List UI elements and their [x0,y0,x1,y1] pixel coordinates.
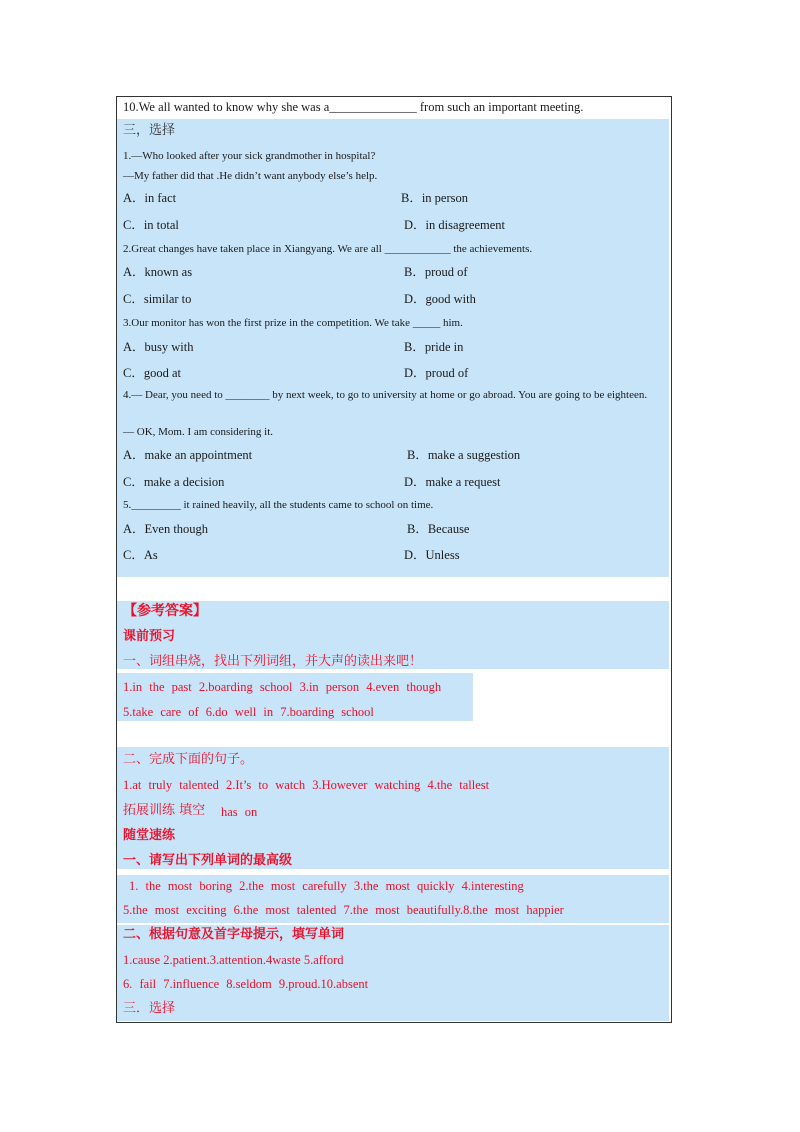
q2-option-b: B．proud of [404,265,468,279]
q3-line-1: 3.Our monitor has won the first prize in the competition. We take _____ him. [123,317,463,329]
q4-option-b: B．make a suggestion [407,448,521,462]
answer-title: 【参考答案】 [123,603,207,619]
q1-option-a: A．in fact [123,191,177,205]
worksheet-frame [116,96,672,1023]
answer-preview-heading: 课前预习 [123,629,176,644]
q5-option-a: A．Even though [123,522,209,536]
q2-line-1: 2.Great changes have taken place in Xiangyang. We are all ____________ the achievements. [123,243,533,255]
answer-s2-line-2: 6. fail 7.influence 8.seldom 9.proud.10.absent [123,977,369,991]
choice-section [117,119,669,577]
q1-option-d: D．in disagreement [404,218,506,232]
answer-part1-title: 一、词组串烧，找出下列词组，并大声的读出来吧！ [123,654,423,669]
q2-option-c: C．similar to [123,292,192,306]
q5-line-1: 5._________ it rained heavily, all the students came to school on time. [123,499,434,511]
answer-extend-value: has on [221,805,258,819]
q4-line-1: 4.— Dear, you need to ________ by next week, to go to university at home or go abroad. You are going to be eighteen. [123,389,648,401]
answer-s1-line-1: 1. the most boring 2.the most carefully 3.the most quickly 4.interesting [129,879,524,893]
q1-line-2: —My father did that .He didn’t want anybody else’s help. [123,170,378,182]
q3-option-a: A．busy with [123,340,194,354]
q5-option-d: D．Unless [404,548,460,562]
answer-part2-title: 二、完成下面的句子。 [123,752,254,767]
question-10: 10.We all wanted to know why she was a______________ from such an important meeting. [123,100,584,114]
answer-s1-title: 一、请写出下列单词的最高级 [123,853,293,868]
q3-option-b: B．pride in [404,340,464,354]
q4-option-d: D．make a request [404,475,501,489]
answer-s2-line-1: 1.cause 2.patient.3.attention.4waste 5.afford [123,953,344,967]
answer-s3-title: 三．选择 [123,1001,176,1016]
q2-option-d: D．good with [404,292,476,306]
answer-part1-line-2: 5.take care of 6.do well in 7.boarding school [123,705,374,719]
answer-part2-line-1: 1.at truly talented 2.It’s to watch 3.However watching 4.the tallest [123,778,490,792]
q4-line-2: — OK, Mom. I am considering it. [123,426,274,438]
answer-part1-line-1: 1.in the past 2.boarding school 3.in person 4.even though [123,680,442,694]
q5-option-b: B．Because [407,522,470,536]
answer-s2-title: 二、根据句意及首字母提示，填写单词 [123,927,345,942]
q3-option-c: C．good at [123,366,181,380]
q1-option-b: B．in person [401,191,469,205]
answer-s1-line-2: 5.the most exciting 6.the most talented 7.the most beautifully.8.the most happier [123,903,564,917]
answer-practice-heading: 随堂速练 [123,828,176,843]
q4-option-c: C．make a decision [123,475,225,489]
q2-option-a: A．known as [123,265,193,279]
q4-option-a: A．make an appointment [123,448,253,462]
q5-option-c: C．As [123,548,158,562]
q1-line-1: 1.—Who looked after your sick grandmother in hospital? [123,150,376,162]
answer-extend-label: 拓展训练 填空 [123,803,206,818]
section-3-title: 三，选择 [123,123,176,138]
q1-option-c: C．in total [123,218,179,232]
q3-option-d: D．proud of [404,366,469,380]
